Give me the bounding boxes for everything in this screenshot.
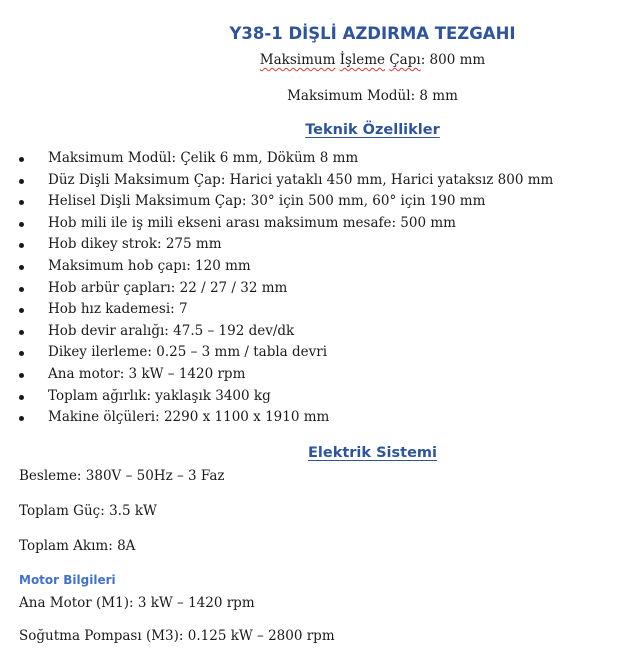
spec-item: Ana motor: 3 kW – 1420 rpm (0, 364, 553, 386)
spec-item: Hob hız kademesi: 7 (0, 299, 553, 321)
spec-item: Hob devir aralığı: 47.5 – 192 dev/dk (0, 321, 553, 343)
motor-info-heading: Motor Bilgileri (19, 573, 116, 587)
spec-item: Hob mili ile iş mili ekseni arası maksimum mesafe: 500 mm (0, 213, 553, 235)
max-diameter-line (0, 52, 627, 68)
spec-item: Düz Dişli Maksimum Çap: Harici yataklı 450 mm, Harici yataksız 800 mm (0, 170, 553, 192)
max-diameter-word-3: Çapı (389, 52, 421, 68)
max-diameter-value: : 800 mm (420, 52, 486, 68)
technical-specs-heading (0, 122, 627, 138)
spec-list (0, 148, 553, 429)
electrical-system-heading (0, 445, 627, 461)
spec-item: Helisel Dişli Maksimum Çap: 30° için 500 mm, 60° için 190 mm (0, 191, 553, 213)
coolant-pump-line: Soğutma Pompası (M3): 0.125 kW – 2800 rpm (19, 628, 335, 644)
max-diameter-word-2: İşleme (339, 52, 386, 68)
max-diameter-word-1: Maksimum (259, 52, 336, 68)
spec-item: Maksimum hob çapı: 120 mm (0, 256, 553, 278)
total-power-line: Toplam Güç: 3.5 kW (19, 503, 157, 519)
total-current-line: Toplam Akım: 8A (19, 538, 136, 554)
technical-specs-heading-text: Teknik Özellikler (305, 122, 440, 138)
electrical-system-heading-text: Elektrik Sistemi (308, 445, 437, 461)
spec-item: Hob dikey strok: 275 mm (0, 234, 553, 256)
spec-item: Hob arbür çapları: 22 / 27 / 32 mm (0, 278, 553, 300)
spec-item: Toplam ağırlık: yaklaşık 3400 kg (0, 386, 553, 408)
spec-item: Dikey ilerleme: 0.25 – 3 mm / tabla devri (0, 342, 553, 364)
spec-item: Makine ölçüleri: 2290 x 1100 x 1910 mm (0, 407, 553, 429)
supply-line: Besleme: 380V – 50Hz – 3 Faz (19, 468, 225, 484)
max-module-line: Maksimum Modül: 8 mm (287, 88, 458, 104)
document-title: Y38-1 DİŞLİ AZDIRMA TEZGAHI (229, 24, 516, 43)
main-motor-line: Ana Motor (M1): 3 kW – 1420 rpm (19, 595, 255, 611)
spec-item: Maksimum Modül: Çelik 6 mm, Döküm 8 mm (0, 148, 553, 170)
